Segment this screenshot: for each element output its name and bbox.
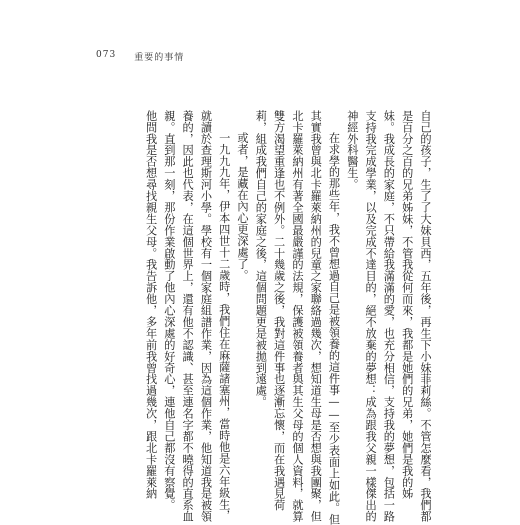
text-line: 或者，是藏在內心更深處了。 (236, 132, 250, 281)
text-line: 莉，組成我們自己的家庭之後，這個問題更是被拋到遠處。 (254, 110, 268, 408)
text-line: 是百分之百的兄弟姊妹，不管我從何而來，我都是她們的兄弟，她們是我的姊 (400, 110, 414, 500)
text-line: 就讀於查理斯河小學。學校有一個家庭組譜作業，因為這個作業，他知道我是被領 (199, 110, 213, 523)
text-line: 雙方渴望重逢也不例外。二十幾歲之後，我對這件事也逐漸忘懷，而在我遇見荷 (272, 110, 286, 511)
text-line: 在求學的那些年，我不曾想過自己是被領養的這件事——至少表面上如此。但 (327, 132, 341, 525)
text-line: 妹。我成長的家庭，不只帶給我滿滿的愛，也充分相信，支持我的夢想，包括一路 (382, 110, 396, 523)
text-line: 北卡羅萊納州有著全國最嚴謹的法規，保護被領養者與其生父母的個人資料，就算 (290, 110, 304, 523)
text-line: 一九九九年，伊本四世十二歲時，我們住在麻薩諸塞州，當時他是六年級生， (217, 132, 231, 522)
text-line: 支持我完成學業，以及完成不達目的，絕不放棄的夢想：成為跟我父親一樣傑出的 (364, 110, 378, 523)
body-text (141, 110, 434, 525)
page-number: 073 (96, 50, 117, 60)
text-line: 養的，因此也代表，在這個世界上，還有他不認識、甚至連名字都不曉得的直系血 (181, 110, 195, 523)
text-line: 其實我曾與北卡羅萊納州的兒童之家聯絡過幾次，想知道生母是否想與我團聚，但 (309, 110, 323, 523)
paragraph-family (141, 110, 434, 525)
book-title: 重要的事情 (134, 53, 185, 63)
text-line: 神經外科醫生。 (345, 110, 359, 191)
text-line: 自己的孩子，生了了大妹貝西，五年後，再生下小妹菲莉絲。不管怎麼看，我們都 (419, 110, 432, 523)
running-header (96, 50, 184, 63)
text-line: 親。直到那一刻，那份作業啟動了他內心深處的好奇心，連他自己都沒有察覺。 (162, 110, 176, 511)
text-line: 他問我是否想尋找親生父母。我告訴他，多年前我曾找過幾次，跟北卡羅萊納 (144, 110, 158, 500)
